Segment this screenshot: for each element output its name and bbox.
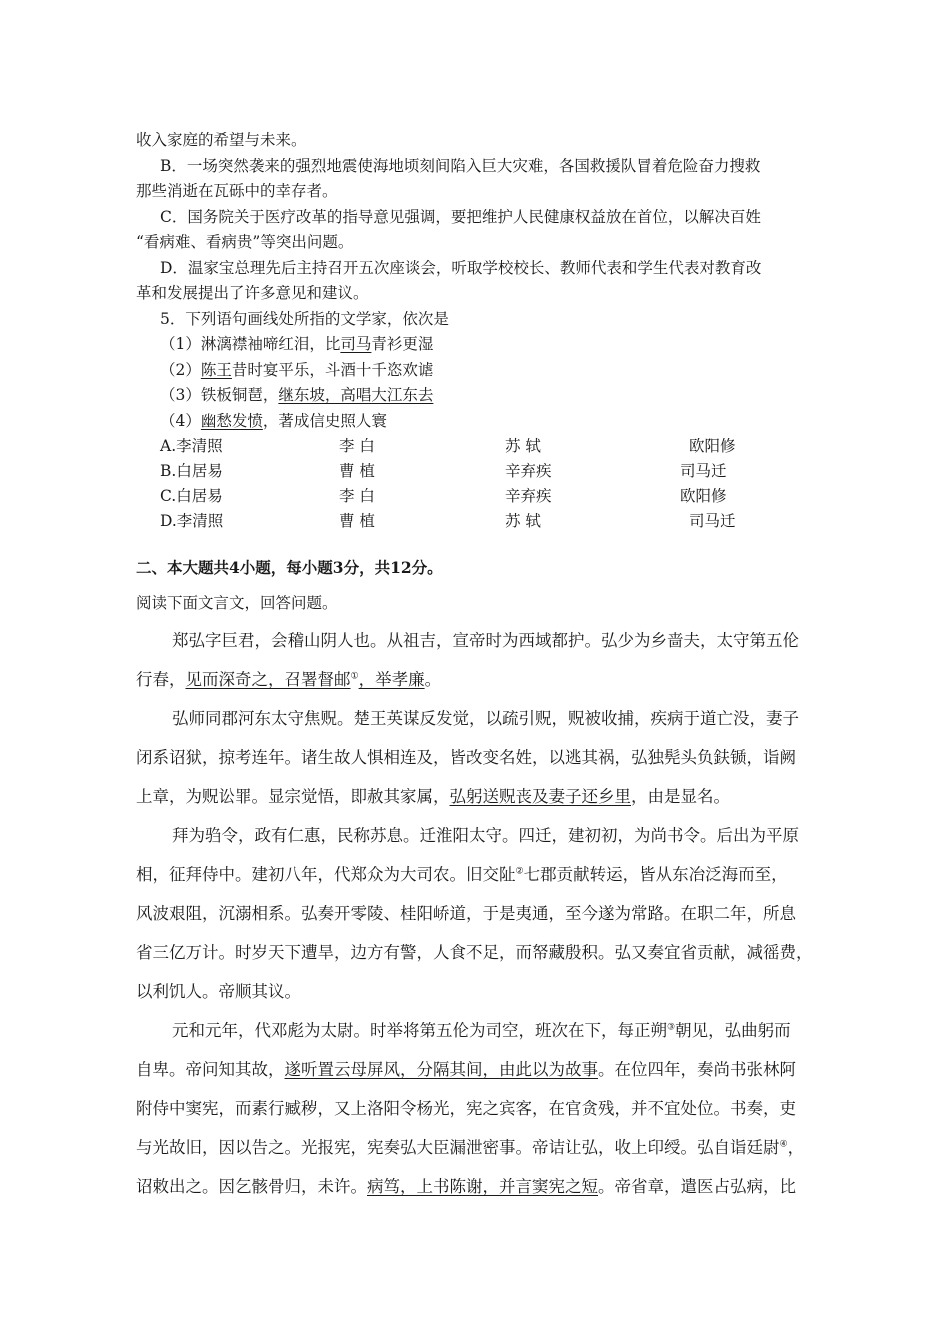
- passage-p1-line2: [136, 666, 441, 690]
- p3-l2-pre: 相，征拜侍中。建初八年，代郑众为大司农。旧交阯: [136, 865, 516, 884]
- passage-p4-line1: [172, 1017, 791, 1041]
- q4-option-c-line2: “看病难、看病贵”等突出问题。: [136, 233, 354, 251]
- passage-p3-line4: 省三亿万计。时岁天下遭旱，边方有警，人食不足，而帑藏殷积。弘又奏宜省贡献，减徭费，: [136, 943, 813, 962]
- p4-l2-pre: 自卑。帝问知其故，: [136, 1060, 285, 1079]
- passage-p4-line3: 附侍中窦宪，而素行臧秽，又上洛阳令杨光，宪之宾客，在官贪残，并不宜处位。书奏，吏: [136, 1099, 796, 1118]
- p1-l2-underlined-2: ，举孝廉: [358, 670, 425, 689]
- q5-sentence-3: [160, 383, 433, 405]
- section-2-intro: 阅读下面文言文，回答问题。: [136, 594, 338, 612]
- q5-option-d-c2: 曹 植: [339, 512, 375, 530]
- p4-l2-underlined: 遂听置云母屏风，分隔其间，由此以为故事: [284, 1060, 598, 1079]
- p2-l3-post: ，由是显名。: [631, 787, 730, 806]
- footnote-marker-2: ②: [515, 866, 524, 877]
- q5-option-a-c4: 欧阳修: [689, 437, 736, 455]
- passage-p4-line2: [136, 1056, 796, 1080]
- q5-option-b-label: B.白居易: [160, 462, 223, 480]
- p4-l1-pre: 元和元年，代邓彪为太尉。时举将第五伦为司空，班次在下，每正朔: [172, 1021, 667, 1040]
- passage-p3-line1: 拜为驺令，政有仁惠，民称苏息。迁淮阳太守。四迁，建初初，为尚书令。后出为平原: [172, 826, 799, 845]
- q5-s3-pre: （3）铁板铜琶，: [160, 386, 279, 404]
- q5-s4-underlined: 幽愁发愤: [200, 412, 263, 430]
- p4-l5-underlined: 病笃，上书陈谢，并言窦宪之短: [367, 1177, 598, 1196]
- q5-option-a-c2: 李 白: [339, 437, 375, 455]
- passage-p3-line2: [136, 861, 788, 885]
- p1-l2-pre: 行春，: [136, 670, 186, 689]
- q4-option-d-line2: 革和发展提出了许多意见和建议。: [136, 284, 369, 302]
- q5-option-c-c2: 李 白: [339, 487, 375, 505]
- q4-option-d-line1: D．温家宝总理先后主持召开五次座谈会，听取学校校长、教师代表和学生代表对教育改: [160, 259, 762, 277]
- q5-stem: 5．下列语句画线处所指的文学家，依次是: [160, 310, 449, 328]
- q5-s2-pre: （2）: [160, 361, 201, 379]
- passage-p4-line4: [136, 1134, 804, 1158]
- q4-option-c-line1: C．国务院关于医疗改革的指导意见强调，要把维护人民健康权益放在首位，以解决百姓: [160, 208, 761, 226]
- q5-option-c-c3: 辛弃疾: [505, 487, 552, 505]
- passage-p3-line5: 以利饥人。帝顺其议。: [136, 982, 301, 1001]
- section-2-heading: 二、本大题共4小题，每小题3分，共12分。: [136, 558, 443, 577]
- q5-sentence-2: [160, 358, 433, 380]
- passage-p4-line5: [136, 1173, 796, 1197]
- q5-option-d-c4: 司马迁: [689, 512, 736, 530]
- q5-option-c-c4: 欧阳修: [680, 487, 727, 505]
- q5-s2-post: 昔时宴平乐，斗酒十千恣欢谑: [231, 361, 434, 379]
- footnote-marker-3: ③: [667, 1022, 676, 1033]
- footnote-marker-1: ①: [350, 671, 359, 682]
- passage-p3-line3: 风波艰阻，沉溺相系。弘奏开零陵、桂阳峤道，于是夷通，至今遂为常路。在职二年，所息: [136, 904, 796, 923]
- q5-s1-post: 青衫更湿: [371, 335, 434, 353]
- passage-p1-line1: 郑弘字巨君，会稽山阴人也。从祖吉，宣帝时为西域都护。弘少为乡啬夫，太守第五伦: [172, 631, 799, 650]
- q4-option-b-line1: B．一场突然袭来的强烈地震使海地顷刻间陷入巨大灾难，各国救援队冒着危险奋力搜救: [160, 157, 761, 175]
- q5-option-a-c3: 苏 轼: [505, 437, 541, 455]
- p4-l5-pre: 诏敕出之。因乞骸骨归，未许。: [136, 1177, 367, 1196]
- q5-option-c-label: C.白居易: [160, 487, 223, 505]
- q5-sentence-1: [160, 332, 433, 354]
- p1-l2-post: 。: [424, 670, 442, 689]
- q5-s3-underlined: 继东坡，高唱大江东去: [278, 386, 434, 404]
- q5-option-b-c4: 司马迁: [680, 462, 727, 480]
- p3-l2-post: 七郡贡献转运，皆从东冶泛海而至，: [523, 865, 788, 884]
- passage-p2-line2: 闭系诏狱，掠考连年。诸生故人惧相连及，皆改变名姓，以逃其祸，弘独髡头负鈇锧，诣阙: [136, 748, 796, 767]
- q5-option-a-label: A.李清照: [160, 437, 223, 455]
- passage-p2-line3: [136, 783, 730, 807]
- p4-l1-post: 朝见，弘曲躬而: [675, 1021, 791, 1040]
- q5-option-d-c3: 苏 轼: [505, 512, 541, 530]
- q5-sentence-4: [160, 409, 387, 431]
- q5-s4-pre: （4）: [160, 412, 201, 430]
- p4-l4-pre: 与光故旧，因以告之。光报宪，宪奏弘大臣漏泄密事。帝诘让弘，收上印绶。弘自诣廷尉: [136, 1138, 780, 1157]
- q5-s4-post: ，著成信史照人寰: [262, 412, 387, 430]
- p4-l2-post: 。在位四年，奏尚书张林阿: [598, 1060, 796, 1079]
- p1-l2-underlined: 见而深奇之，召署督邮: [185, 670, 351, 689]
- q4-option-b-line2: 那些消逝在瓦砾中的幸存者。: [136, 182, 338, 200]
- q5-s1-underlined: 司马: [340, 335, 372, 353]
- p4-l4-post: ，: [787, 1138, 805, 1157]
- q5-option-b-c2: 曹 植: [339, 462, 375, 480]
- p4-l5-post: 。帝省章，遣医占弘病，比: [598, 1177, 796, 1196]
- p2-l3-underlined: 弘躬送贶丧及妻子还乡里: [449, 787, 631, 806]
- q5-s2-underlined: 陈王: [200, 361, 232, 379]
- passage-p2-line1: 弘师同郡河东太守焦贶。楚王英谋反发觉，以疏引贶，贶被收捕，疾病于道亡没，妻子: [172, 709, 799, 728]
- q4-option-a-tail: 收入家庭的希望与未来。: [136, 131, 307, 149]
- footnote-marker-4: ④: [779, 1139, 788, 1150]
- q5-option-b-c3: 辛弃疾: [505, 462, 552, 480]
- q5-option-d-label: D.李清照: [160, 512, 224, 530]
- q5-s1-pre: （1）淋漓襟袖啼红泪，比: [160, 335, 341, 353]
- p2-l3-pre: 上章，为贶讼罪。显宗觉悟，即赦其家属，: [136, 787, 450, 806]
